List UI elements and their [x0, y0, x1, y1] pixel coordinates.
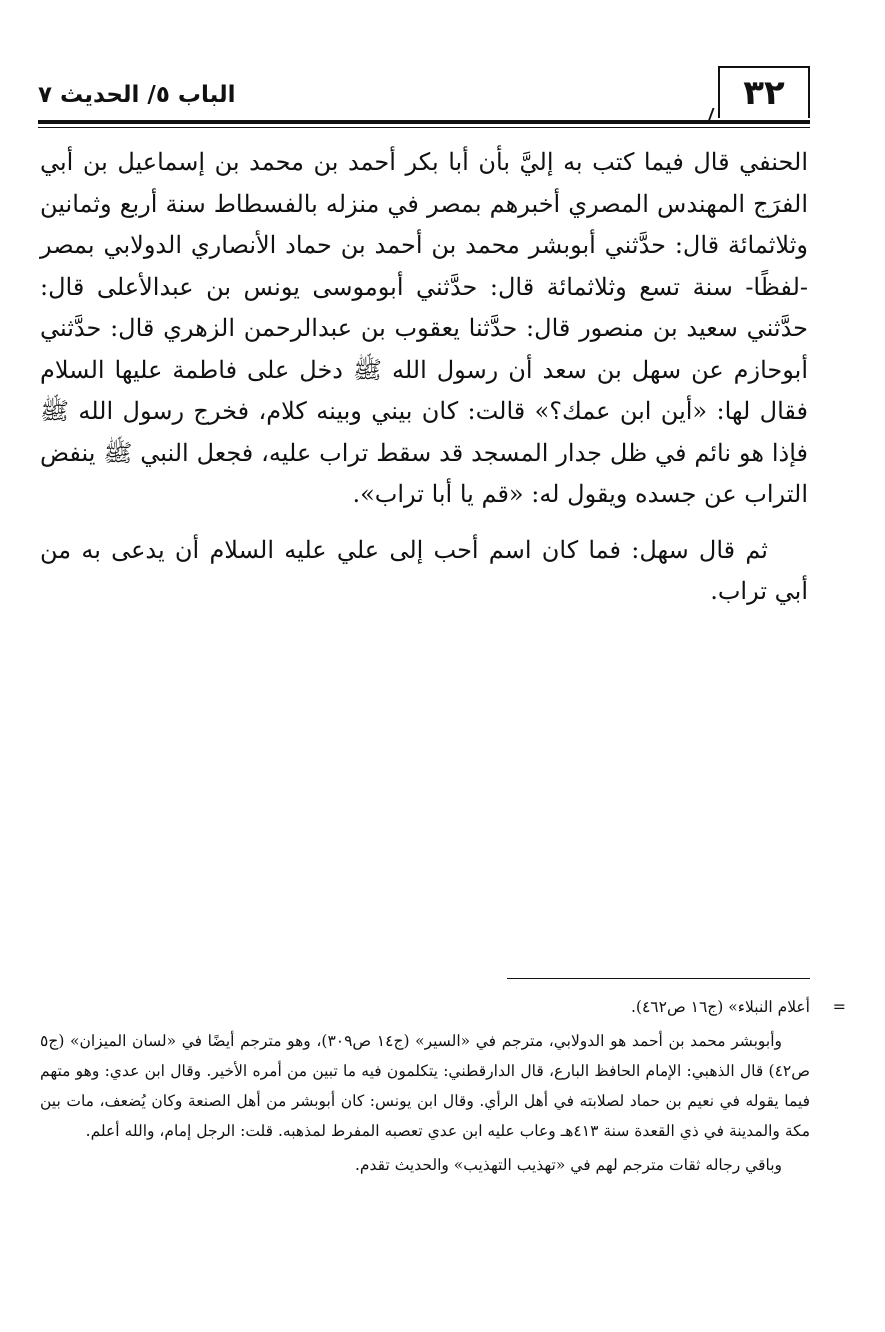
footnote-separator	[507, 978, 810, 979]
header-rule-thin	[38, 127, 810, 128]
chapter-title: الباب ٥/ الحديث ٧	[38, 82, 236, 108]
main-text	[40, 142, 808, 613]
page-number: ٣٢	[718, 66, 810, 118]
footnote-continuation	[40, 992, 846, 1022]
header-rule-thick	[38, 120, 810, 124]
footnote-continuation-marker: =	[832, 997, 846, 1016]
paragraph-1: الحنفي قال فيما كتب به إليَّ بأن أبا بكر أحمد بن محمد بن إسماعيل بن أبي الفرَج المهندس المصري أخبرهم بمصر في منزله بالفسطاط سنة أربع وثمانين وثلاثمائة قال: حدَّثني أبوبشر محمد بن أحمد بن حماد الأنصاري الدولابي بمصر -لفظًا- سنة تسع وثلاثمائة قال: حدَّثني أبوموسى يونس بن عبدالأعلى قال: حدَّثني سعيد بن منصور قال: حدَّثنا يعقوب بن عبدالرحمن الزهري قال: حدَّثني أبوحازم عن سهل بن سعد أن رسول الله ﷺ دخل على فاطمة عليها السلام فقال لها: «أين ابن عمك؟» قالت: كان بيني وبينه كلام، فخرج رسول الله ﷺ فإذا هو نائم في ظل جدار المسجد قد سقط تراب عليه، فجعل النبي ﷺ ينفض التراب عن جسده ويقول له: «قم يا أبا تراب».	[40, 148, 808, 508]
paragraph-2: ثم قال سهل: فما كان اسم أحب إلى علي عليه السلام أن يدعى به من أبي تراب.	[40, 535, 808, 605]
footnote-paragraph-3: وباقي رجاله ثقات مترجم لهم في «تهذيب التهذيب» والحديث تقدم.	[354, 1156, 782, 1174]
page-header	[38, 62, 810, 124]
footnote-paragraph-2: وأبوبشر محمد بن أحمد هو الدولابي، مترجم في «السير» (ج١٤ ص٣٠٩)، وهو مترجم أيضًا في «لسان الميزان» (ج٥ ص٤٢) قال الذهبي: الإمام الحافظ البارع، قال الدارقطني: يتكلمون فيه ما تبين من أمره الأخير. وقال ابن عدي: وهو متهم فيما يقوله في نعيم بن حماد لصلابته في أهل الرأي. وقال ابن يونس: كان أبوبشر من أهل الصنعة وكان يُضعف، مات بين مكة والمدينة في ذي القعدة سنة ٤١٣هـ وعاب عليه ابن عدي تعصبه المفرط لمذهبه. قلت: الرجل إمام، والله أعلم.	[40, 1032, 810, 1140]
footnote-line-1: أعلام النبلاء» (ج١٦ ص٤٦٢).	[630, 998, 810, 1016]
footnotes	[40, 992, 846, 1180]
